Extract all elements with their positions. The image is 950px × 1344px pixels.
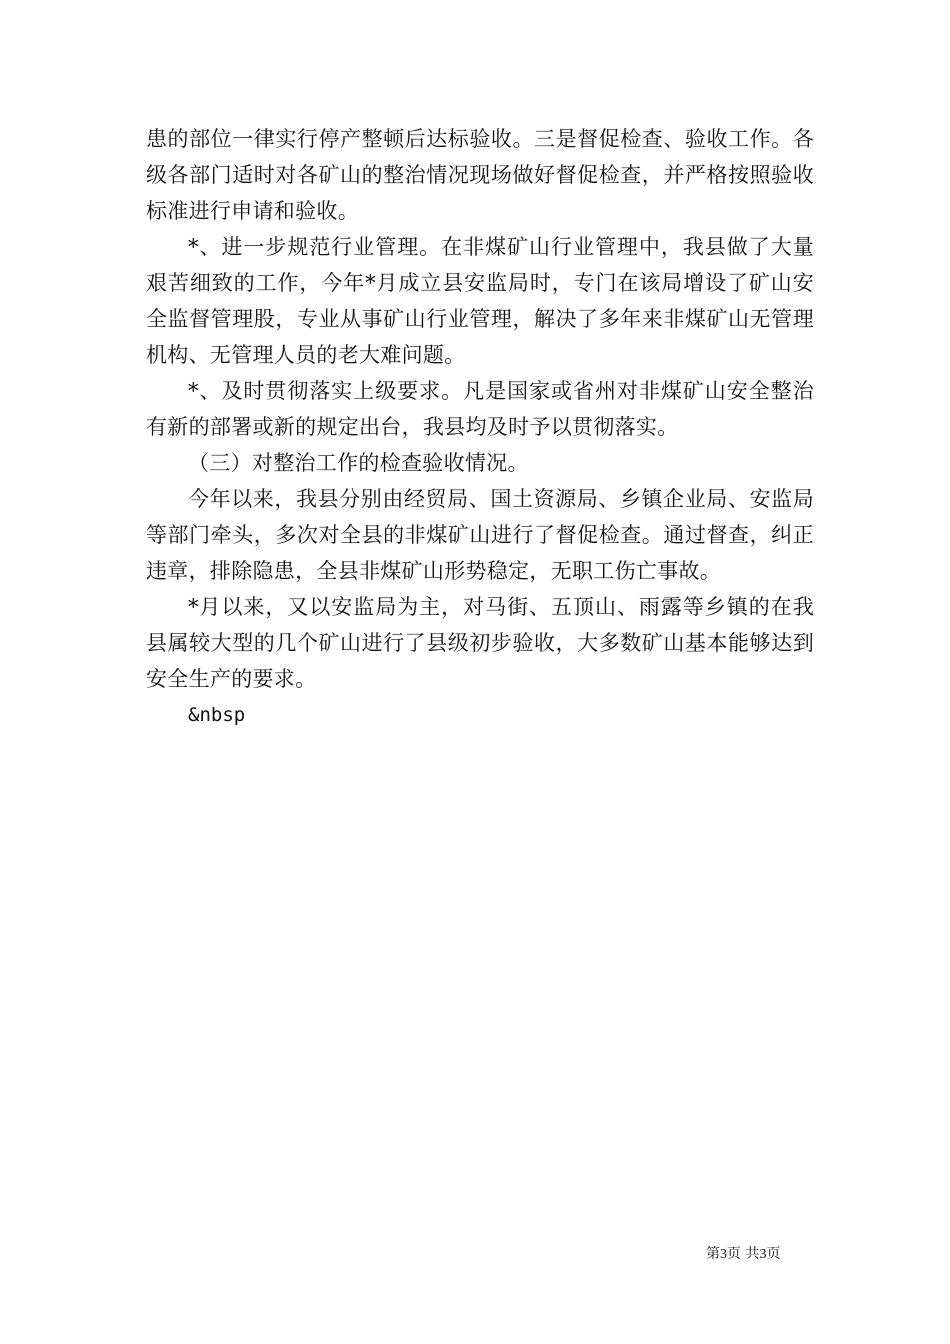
footer-prefix: 第	[706, 1246, 720, 1262]
document-body	[146, 121, 814, 733]
paragraph-5: 今年以来，我县分别由经贸局、国土资源局、乡镇企业局、安监局等部门牵头，多次对全县的非煤矿山进行了督促检查。通过督查，纠正违章，排除隐患，全县非煤矿山形势稳定，无职工伤亡事故。	[146, 487, 814, 583]
page-number-footer	[706, 1244, 780, 1265]
paragraph-1: 患的部位一律实行停产整顿后达标验收。三是督促检查、验收工作。各级各部门适时对各矿山的整治情况现场做好督促检查，并严格按照验收标准进行申请和验收。	[146, 127, 814, 223]
footer-total-pages: 3	[759, 1247, 767, 1262]
paragraph-3: *、及时贯彻落实上级要求。凡是国家或省州对非煤矿山安全整治有新的部署或新的规定出台，我县均及时予以贯彻落实。	[146, 379, 814, 439]
footer-suffix: 页	[766, 1246, 781, 1262]
section-heading: （三）对整治工作的检查验收情况。	[188, 451, 529, 475]
trailing-entity-text: &nbsp	[188, 704, 246, 726]
paragraph-2: *、进一步规范行业管理。在非煤矿山行业管理中，我县做了大量艰苦细致的工作，今年*月成立县安监局时，专门在该局增设了矿山安全监督管理股，专业从事矿山行业管理，解决了多年来非煤矿山无管理机构、无管理人员的老大难问题。	[146, 235, 814, 367]
footer-mid: 页 共	[727, 1246, 760, 1262]
paragraph-6: *月以来，又以安监局为主，对马街、五顶山、雨露等乡镇的在我县属较大型的几个矿山进行了县级初步验收，大多数矿山基本能够达到安全生产的要求。	[146, 595, 814, 691]
footer-current-page: 3	[720, 1247, 727, 1262]
